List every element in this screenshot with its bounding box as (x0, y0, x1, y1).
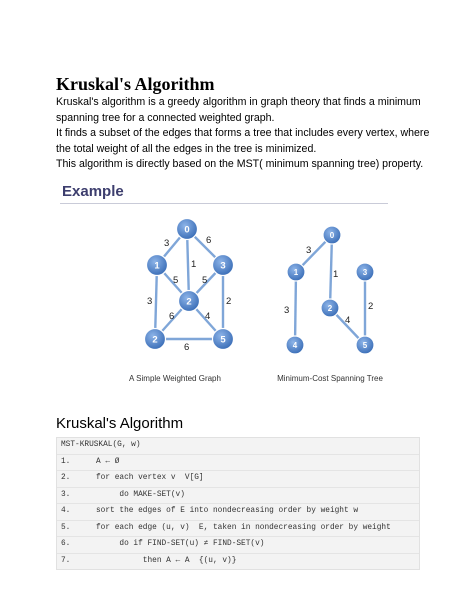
line-number: 2. (61, 474, 71, 482)
tree-node (323, 226, 341, 244)
node-label: 5 (220, 334, 226, 346)
graph-node (213, 255, 234, 276)
pseudocode-block (56, 437, 420, 570)
graph-node (213, 329, 234, 350)
line-number: 5. (61, 523, 71, 532)
graph-node (145, 329, 166, 350)
node-label: 3 (220, 260, 226, 272)
intro-line: It finds a subset of the edges that forms a tree that includes every vertex, where (56, 127, 430, 140)
example-divider (60, 203, 388, 204)
right-figure-caption: Minimum-Cost Spanning Tree (277, 374, 383, 383)
code-line (57, 488, 419, 505)
edge-weight: 1 (191, 259, 197, 270)
tree-node (356, 263, 374, 281)
intro-line: the total weight of all the edges in the tree is minimized. (56, 142, 317, 155)
code-header: MST-KRUSKAL(G, w) (57, 438, 419, 455)
tree-node (356, 336, 374, 354)
node-label: 0 (184, 224, 190, 236)
code-text: then A ← A {(u, v)} (96, 556, 237, 565)
intro-paragraph (56, 95, 430, 173)
edge-weight: 3 (164, 238, 170, 249)
intro-line: spanning tree for a connected weighted graph. (56, 111, 275, 124)
edge-weight: 6 (206, 235, 212, 246)
tree-edge-weight: 3 (284, 305, 290, 316)
code-text: for each vertex v V[G] (96, 474, 204, 482)
code-text: sort the edges of E into nondecreasing order by weight w (96, 507, 359, 515)
line-number: 1. (61, 457, 71, 466)
node-label: 2 (152, 334, 158, 346)
node-label: 1 (154, 260, 160, 272)
node-label: 2 (186, 296, 192, 308)
section-heading: Kruskal's Algorithm (56, 415, 184, 432)
graph-edge (155, 265, 157, 339)
edge-weight: 3 (147, 296, 153, 307)
edge-weight: 6 (169, 311, 175, 322)
edge-weight: 6 (184, 342, 190, 353)
code-line (57, 504, 419, 521)
node-label: 1 (293, 268, 299, 277)
tree-edge-weight: 4 (345, 315, 351, 326)
page-title: Kruskal's Algorithm (56, 74, 215, 94)
edge-weight: 2 (226, 296, 232, 307)
node-label: 5 (362, 341, 368, 350)
kruskal-figure (120, 212, 400, 390)
tree-node (321, 299, 339, 317)
code-text: A ← Ø (96, 457, 120, 466)
intro-line: This algorithm is directly based on the MST( minimum spanning tree) property. (56, 158, 424, 171)
tree-edge (330, 235, 332, 308)
node-label: 4 (292, 341, 298, 350)
line-number: 6. (61, 540, 71, 548)
node-label: 2 (327, 304, 333, 313)
code-text: do MAKE-SET(v) (96, 490, 185, 499)
line-number: 4. (61, 507, 71, 515)
graph-node (177, 219, 198, 240)
tree-edge (295, 272, 296, 345)
tree-edge-weight: 1 (333, 269, 339, 280)
edge-weight: 5 (173, 275, 179, 286)
left-figure-caption: A Simple Weighted Graph (129, 374, 221, 383)
code-text: for each edge (u, v) E, taken in nondecreasing order by weight (96, 523, 391, 532)
graph-node (179, 291, 200, 312)
tree-edge-weight: 3 (306, 245, 312, 256)
intro-line: Kruskal's algorithm is a greedy algorithm in graph theory that finds a minimum (56, 96, 421, 108)
line-number: 3. (61, 490, 71, 499)
code-line (57, 554, 419, 570)
edge-weight: 5 (202, 275, 208, 286)
code-line (57, 455, 419, 472)
code-line (57, 471, 419, 488)
node-label: 0 (329, 231, 335, 240)
line-number: 7. (61, 556, 71, 565)
code-line (57, 521, 419, 538)
code-line (57, 537, 419, 554)
code-text: do if FIND-SET(u) ≠ FIND-SET(v) (96, 540, 265, 548)
tree-node (286, 336, 304, 354)
graph-node (147, 255, 168, 276)
edge-weight: 4 (205, 311, 211, 322)
tree-edge-weight: 2 (368, 301, 374, 312)
tree-node (287, 263, 305, 281)
example-heading: Example (62, 183, 124, 200)
node-label: 3 (362, 268, 368, 277)
